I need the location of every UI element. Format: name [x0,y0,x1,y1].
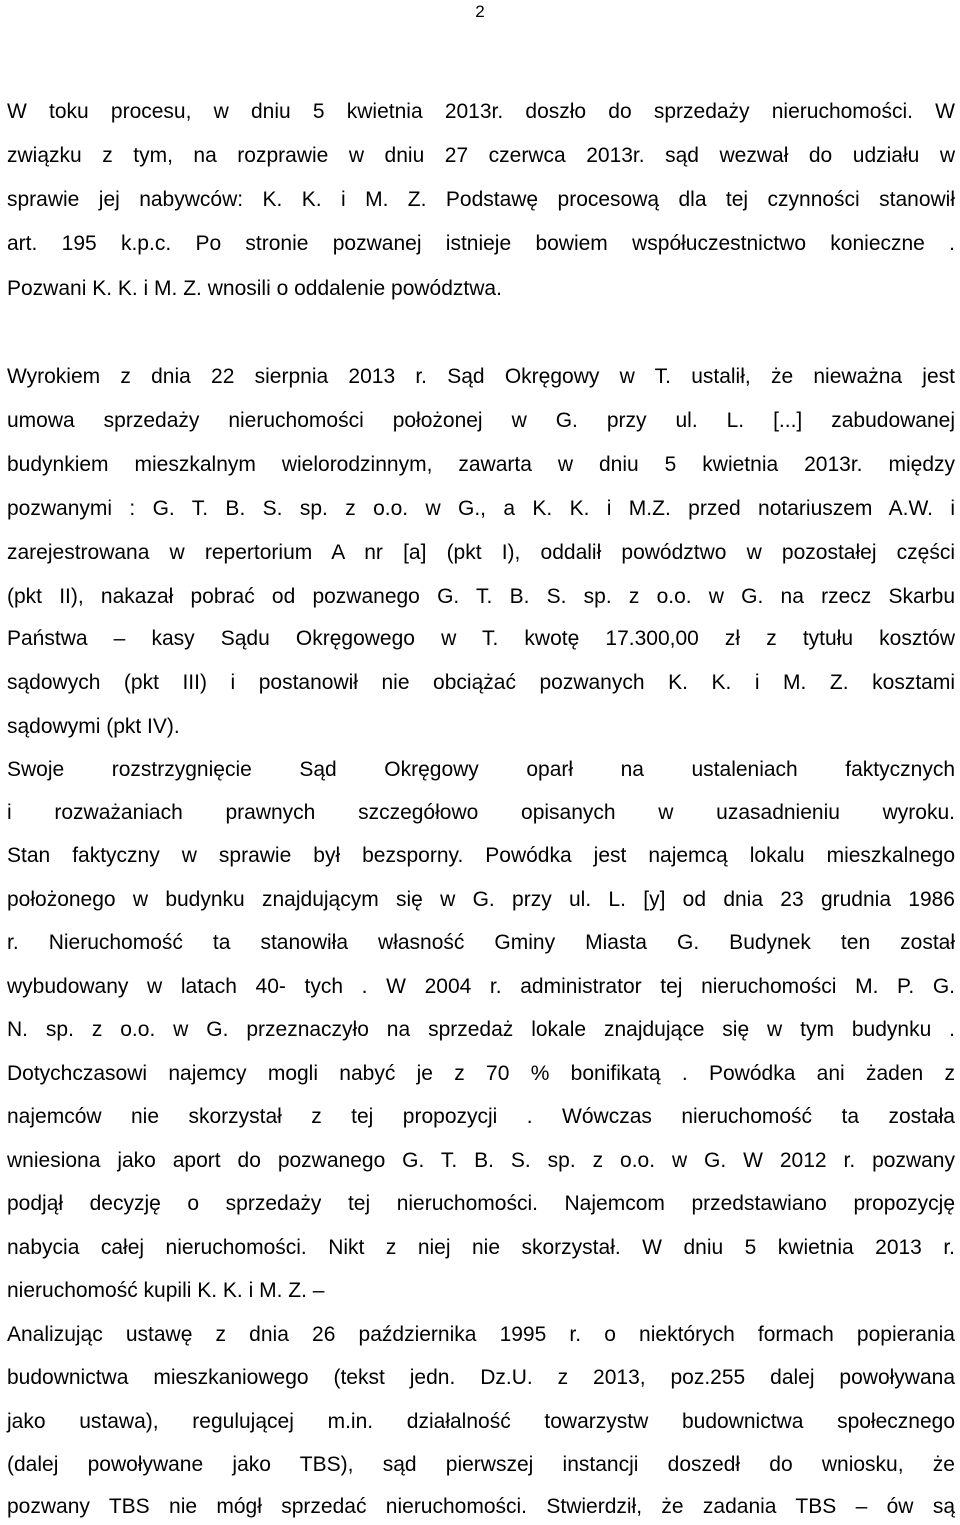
text-line: nabycia całej nieruchomości. Nikt z niej nie skorzystał. W dniu 5 kwietnia 2013 r. [7,1236,955,1259]
text-line: Pozwani K. K. i M. Z. wnosili o oddalenie powództwa. [7,277,502,300]
text-line: Stan faktyczny w sprawie był bezsporny. Powódka jest najemcą lokalu mieszkalnego [7,844,955,867]
text-line: wniesiona jako aport do pozwanego G. T. B. S. sp. z o.o. w G. W 2012 r. pozwany [7,1149,955,1172]
text-line: Państwa – kasy Sądu Okręgowego w T. kwotę 17.300,00 zł z tytułu kosztów [7,627,955,650]
text-line: Dotychczasowi najemcy mogli nabyć je z 70 % bonifikatą . Powódka ani żaden z [7,1062,955,1085]
text-line: podjął decyzję o sprzedaży tej nieruchomości. Najemcom przedstawiano propozycję [7,1192,955,1215]
text-line: sprawie jej nabywców: K. K. i M. Z. Podstawę procesową dla tej czynności stanowił [7,188,955,211]
text-line: (dalej powoływane jako TBS), sąd pierwszej instancji doszedł do wniosku, że [7,1453,955,1476]
text-line: Wyrokiem z dnia 22 sierpnia 2013 r. Sąd Okręgowy w T. ustalił, że nieważna jest [7,365,955,388]
text-line: sądowych (pkt III) i postanowił nie obciążać pozwanych K. K. i M. Z. kosztami [7,671,955,694]
text-line: związku z tym, na rozprawie w dniu 27 czerwca 2013r. sąd wezwał do udziału w [7,144,955,167]
text-line: Analizując ustawę z dnia 26 października 1995 r. o niektórych formach popierania [7,1323,955,1346]
page-number: 2 [475,2,485,21]
text-line: r. Nieruchomość ta stanowiła własność Gminy Miasta G. Budynek ten został [7,931,955,954]
text-line: Swoje rozstrzygnięcie Sąd Okręgowy oparł na ustaleniach faktycznych [7,758,955,781]
text-line: położonego w budynku znajdującym się w G. przy ul. L. [y] od dnia 23 grudnia 1986 [7,888,955,911]
text-line: nieruchomość kupili K. K. i M. Z. – [7,1279,325,1302]
text-line: pozwany TBS nie mógł sprzedać nieruchomości. Stwierdził, że zadania TBS – ów są [7,1495,955,1518]
text-line: budynkiem mieszkalnym wielorodzinnym, zawarta w dniu 5 kwietnia 2013r. między [7,453,955,476]
text-line: pozwanymi : G. T. B. S. sp. z o.o. w G., a K. K. i M.Z. przed notariuszem A.W. i [7,497,955,520]
text-line: W toku procesu, w dniu 5 kwietnia 2013r. doszło do sprzedaży nieruchomości. W [7,100,955,123]
text-line: umowa sprzedaży nieruchomości położonej w G. przy ul. L. [...] zabudowanej [7,409,955,432]
text-line: N. sp. z o.o. w G. przeznaczyło na sprzedaż lokale znajdujące się w tym budynku . [7,1018,955,1041]
text-line: najemców nie skorzystał z tej propozycji . Wówczas nieruchomość ta została [7,1105,955,1128]
text-line: art. 195 k.p.c. Po stronie pozwanej istnieje bowiem współuczestnictwo konieczne . [7,232,955,255]
text-line: i rozważaniach prawnych szczegółowo opisanych w uzasadnieniu wyroku. [7,801,955,824]
text-line: budownictwa mieszkaniowego (tekst jedn. Dz.U. z 2013, poz.255 dalej powoływana [7,1366,955,1389]
text-line: jako ustawa), regulującej m.in. działalność towarzystw budownictwa społecznego [7,1410,955,1433]
text-line: (pkt II), nakazał pobrać od pozwanego G. T. B. S. sp. z o.o. w G. na rzecz Skarbu [7,585,955,608]
text-line: sądowymi (pkt IV). [7,715,180,738]
text-line: wybudowany w latach 40- tych . W 2004 r. administrator tej nieruchomości M. P. G. [7,975,955,998]
text-line: zarejestrowana w repertorium A nr [a] (pkt I), oddalił powództwo w pozostałej części [7,541,955,564]
